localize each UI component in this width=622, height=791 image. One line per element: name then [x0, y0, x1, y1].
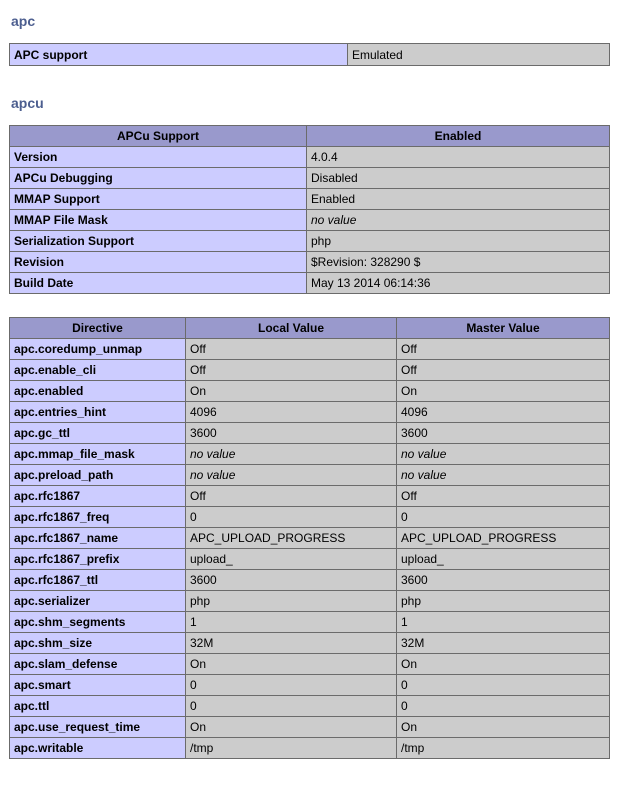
directive-name: apc.slam_defense [10, 654, 186, 675]
directive-name: apc.use_request_time [10, 717, 186, 738]
local-value: 0 [186, 696, 397, 717]
header-local-value: Local Value [186, 318, 397, 339]
local-value: On [186, 717, 397, 738]
local-value: /tmp [186, 738, 397, 759]
directive-name: apc.mmap_file_mask [10, 444, 186, 465]
master-value: no value [397, 444, 610, 465]
apcu-support-table [9, 125, 610, 294]
row-value: Disabled [307, 168, 610, 189]
master-value: 0 [397, 696, 610, 717]
directive-name: apc.rfc1867_name [10, 528, 186, 549]
table-row [10, 444, 610, 465]
table-row [10, 591, 610, 612]
row-label: MMAP Support [10, 189, 307, 210]
local-value: Off [186, 360, 397, 381]
directive-name: apc.rfc1867 [10, 486, 186, 507]
header-directive: Directive [10, 318, 186, 339]
row-value: Emulated [348, 44, 610, 66]
table-row [10, 486, 610, 507]
apc-support-table [9, 43, 610, 66]
row-value: $Revision: 328290 $ [307, 252, 610, 273]
directive-name: apc.coredump_unmap [10, 339, 186, 360]
directive-name: apc.entries_hint [10, 402, 186, 423]
directive-name: apc.gc_ttl [10, 423, 186, 444]
apcu-directives-table [9, 317, 610, 759]
section-title-apcu: apcu [11, 95, 44, 111]
local-value: 1 [186, 612, 397, 633]
local-value: no value [186, 465, 397, 486]
local-value: Off [186, 486, 397, 507]
table-row [10, 465, 610, 486]
directive-name: apc.writable [10, 738, 186, 759]
table-row [10, 360, 610, 381]
master-value: Off [397, 486, 610, 507]
table-row [10, 381, 610, 402]
master-value: 1 [397, 612, 610, 633]
local-value: On [186, 381, 397, 402]
table-row [10, 612, 610, 633]
master-value: 4096 [397, 402, 610, 423]
table-header-row [10, 126, 610, 147]
table-row [10, 696, 610, 717]
master-value: Off [397, 339, 610, 360]
table-row [10, 339, 610, 360]
directive-name: apc.rfc1867_prefix [10, 549, 186, 570]
row-value: no value [307, 210, 610, 231]
master-value: upload_ [397, 549, 610, 570]
row-value: May 13 2014 06:14:36 [307, 273, 610, 294]
directive-name: apc.serializer [10, 591, 186, 612]
local-value: no value [186, 444, 397, 465]
header-master-value: Master Value [397, 318, 610, 339]
row-label: Serialization Support [10, 231, 307, 252]
row-label: MMAP File Mask [10, 210, 307, 231]
table-row [10, 231, 610, 252]
local-value: Off [186, 339, 397, 360]
master-value: 3600 [397, 570, 610, 591]
local-value: 32M [186, 633, 397, 654]
table-row [10, 252, 610, 273]
directive-name: apc.rfc1867_freq [10, 507, 186, 528]
table-row [10, 738, 610, 759]
master-value: On [397, 717, 610, 738]
table-row [10, 273, 610, 294]
row-label: APCu Debugging [10, 168, 307, 189]
local-value: php [186, 591, 397, 612]
table-row [10, 507, 610, 528]
row-value: php [307, 231, 610, 252]
row-label: Version [10, 147, 307, 168]
local-value: upload_ [186, 549, 397, 570]
local-value: APC_UPLOAD_PROGRESS [186, 528, 397, 549]
row-value: Enabled [307, 189, 610, 210]
directive-name: apc.rfc1867_ttl [10, 570, 186, 591]
master-value: 32M [397, 633, 610, 654]
table-row [10, 147, 610, 168]
table-header-row [10, 318, 610, 339]
directive-name: apc.enable_cli [10, 360, 186, 381]
local-value: 3600 [186, 570, 397, 591]
table-row [10, 570, 610, 591]
table-row [10, 44, 610, 66]
directive-name: apc.shm_size [10, 633, 186, 654]
directive-name: apc.smart [10, 675, 186, 696]
local-value: On [186, 654, 397, 675]
table-row [10, 402, 610, 423]
table-row [10, 633, 610, 654]
row-label: Build Date [10, 273, 307, 294]
master-value: no value [397, 465, 610, 486]
table-row [10, 528, 610, 549]
table-row [10, 549, 610, 570]
directive-name: apc.enabled [10, 381, 186, 402]
master-value: APC_UPLOAD_PROGRESS [397, 528, 610, 549]
master-value: /tmp [397, 738, 610, 759]
local-value: 3600 [186, 423, 397, 444]
master-value: php [397, 591, 610, 612]
table-row [10, 210, 610, 231]
master-value: On [397, 381, 610, 402]
local-value: 4096 [186, 402, 397, 423]
table-row [10, 189, 610, 210]
directive-name: apc.preload_path [10, 465, 186, 486]
directive-name: apc.shm_segments [10, 612, 186, 633]
row-label: APC support [10, 44, 348, 66]
row-label: Revision [10, 252, 307, 273]
master-value: 0 [397, 507, 610, 528]
table-row [10, 654, 610, 675]
header-apcu-support: APCu Support [10, 126, 307, 147]
local-value: 0 [186, 507, 397, 528]
table-row [10, 717, 610, 738]
table-row [10, 423, 610, 444]
master-value: On [397, 654, 610, 675]
master-value: 0 [397, 675, 610, 696]
header-enabled: Enabled [307, 126, 610, 147]
row-value: 4.0.4 [307, 147, 610, 168]
table-row [10, 168, 610, 189]
section-title-apc: apc [11, 13, 36, 29]
table-row [10, 675, 610, 696]
directive-name: apc.ttl [10, 696, 186, 717]
master-value: Off [397, 360, 610, 381]
master-value: 3600 [397, 423, 610, 444]
local-value: 0 [186, 675, 397, 696]
